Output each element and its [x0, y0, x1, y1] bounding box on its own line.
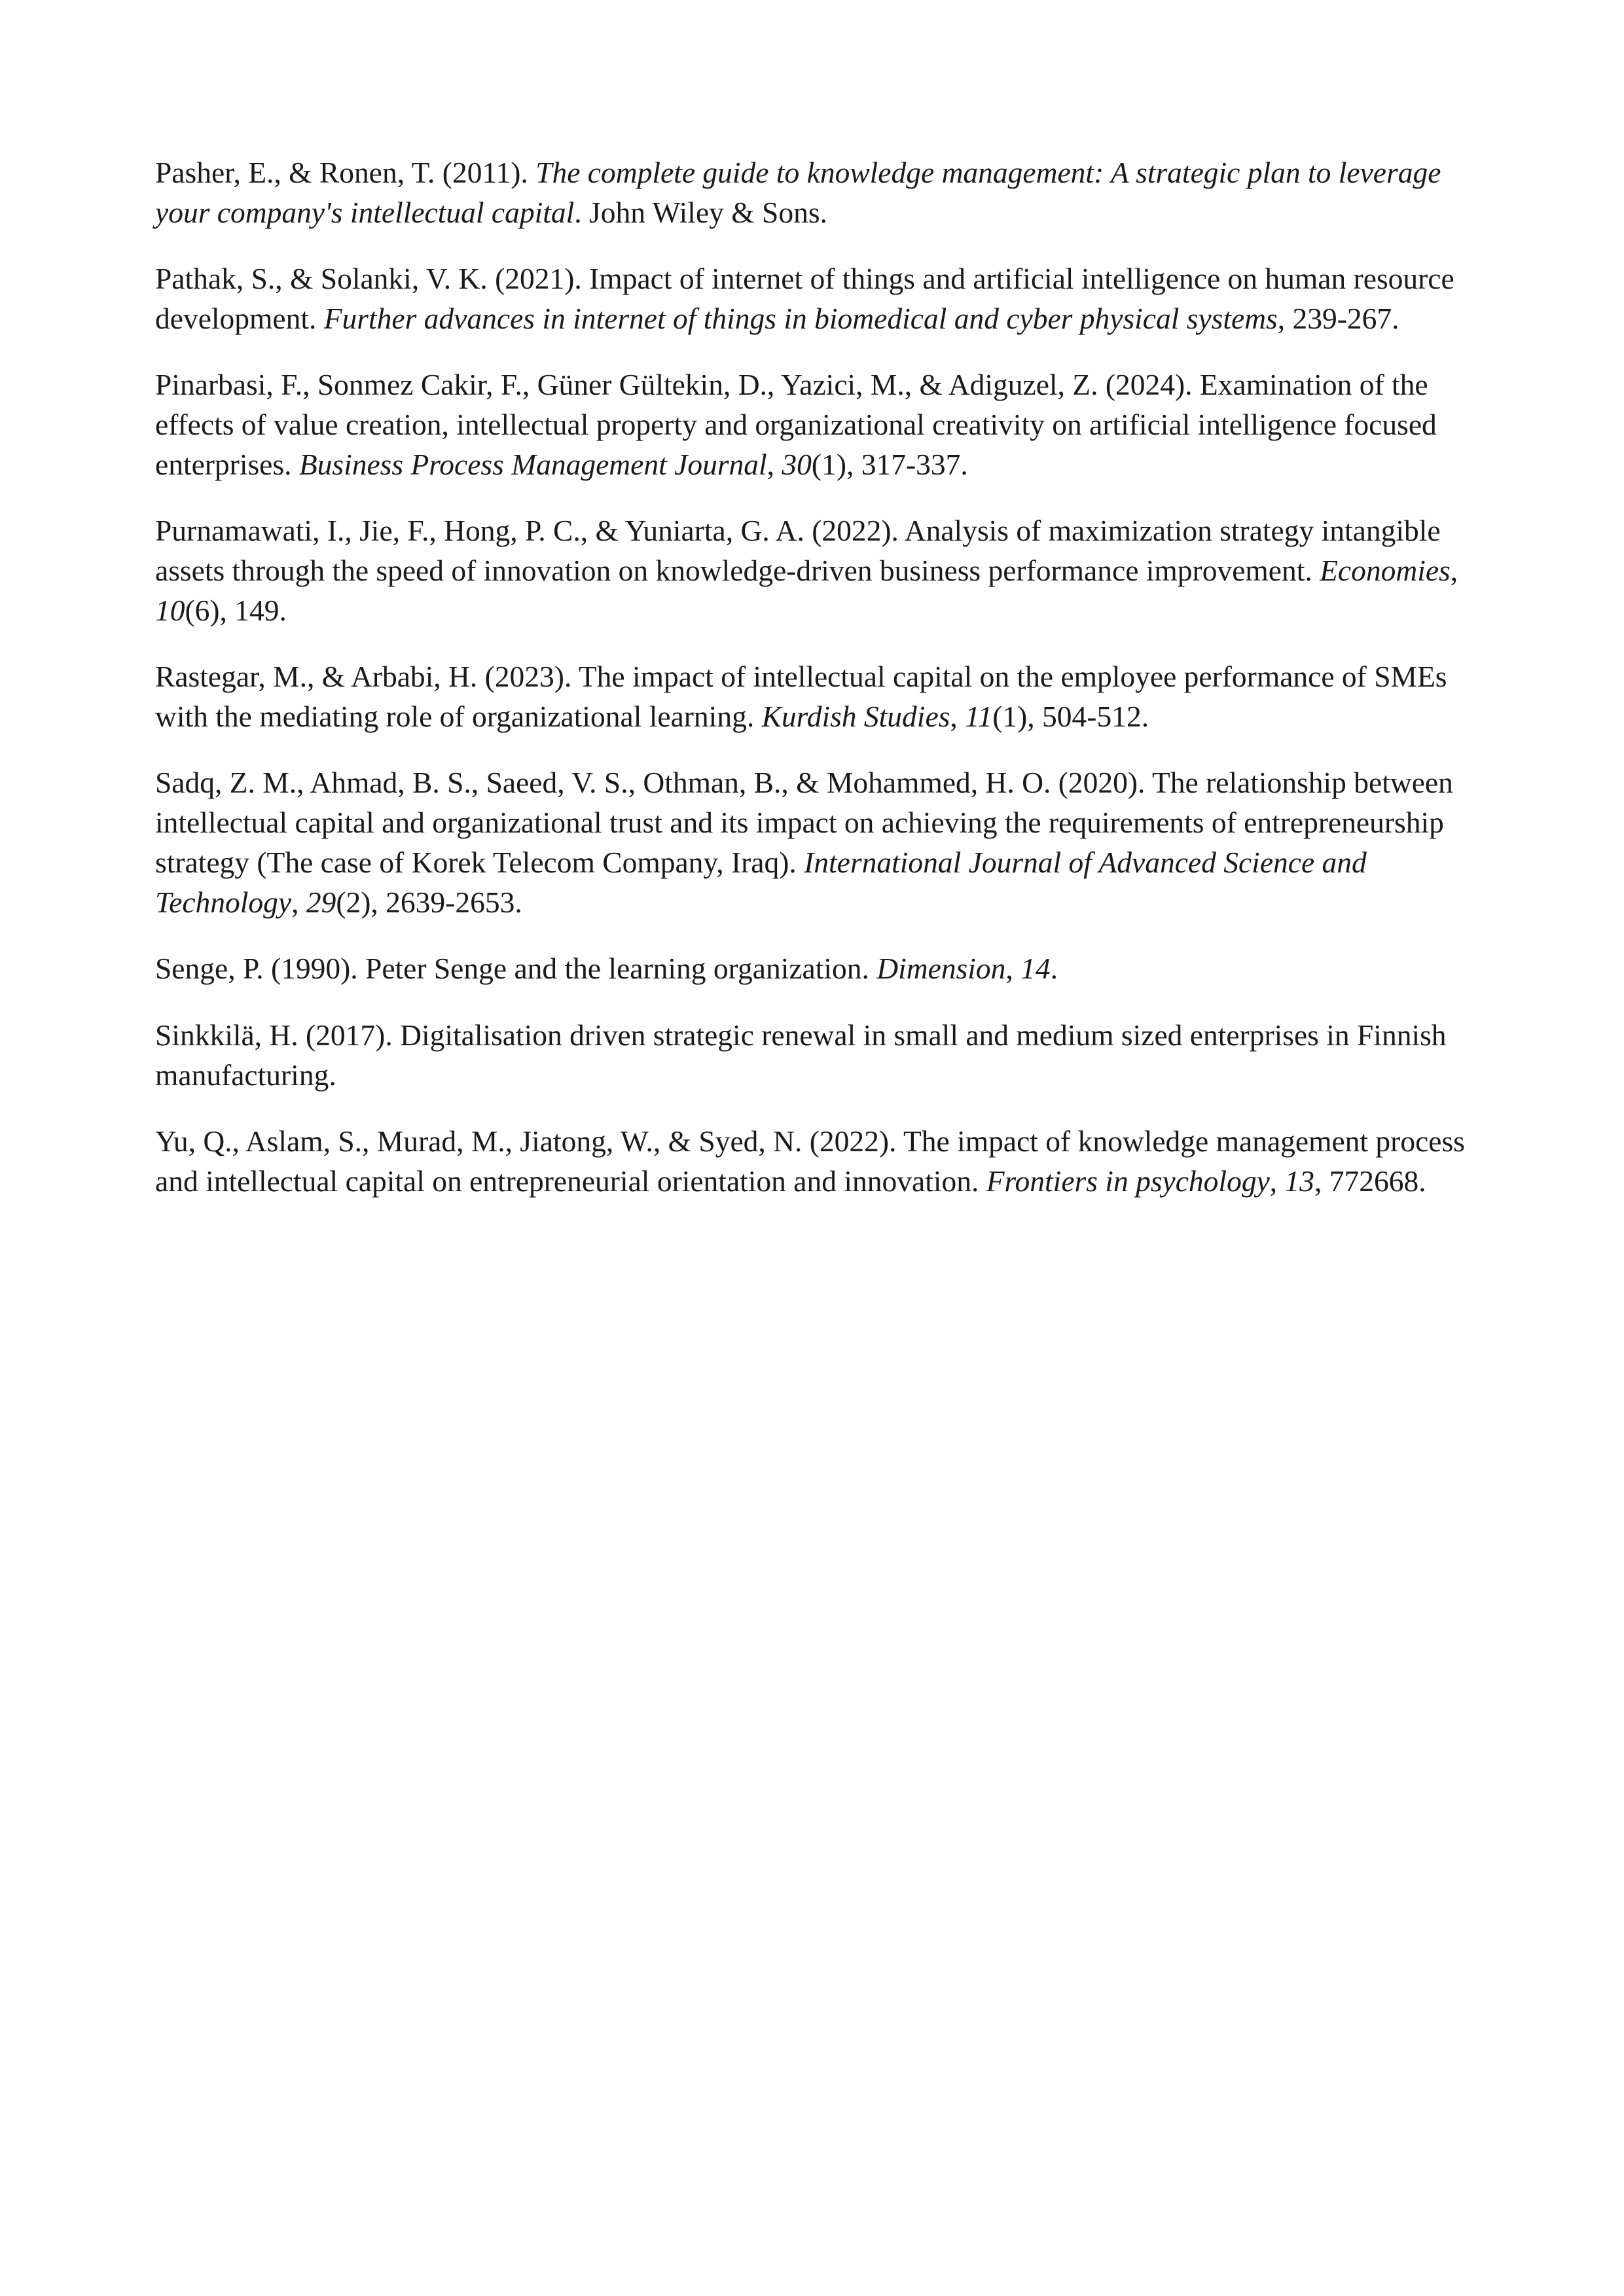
reference-entry [155, 656, 1490, 736]
reference-italic-text: The complete guide to knowledge management: A strategic plan to leverage your company's intellectual capital [155, 156, 1441, 229]
reference-italic-text: International Journal of Advanced Science and Technology [155, 846, 1367, 919]
reference-italic-text: 10 [155, 594, 185, 627]
reference-italic-text: Economies [1320, 554, 1451, 587]
reference-text: , [1450, 554, 1458, 587]
reference-text: , [1269, 1164, 1285, 1198]
reference-text: Sadq, Z. M., Ahmad, B. S., Saeed, V. S., Othman, B., & Mohammed, H. O. (2020). The relationship between intellectual capital and organizational trust and its impact on achieving the requirements of entrepreneurship strategy (The case of Korek Telecom Company, Iraq). [155, 766, 1453, 879]
reference-text: Senge, P. (1990). Peter Senge and the learning organization. [155, 952, 877, 985]
reference-entry [155, 948, 1490, 988]
reference-text: , [767, 448, 782, 481]
reference-text: Pathak, S., & Solanki, V. K. (2021). Impact of internet of things and artificial intelligence on human resource development. [155, 262, 1454, 335]
reference-italic-text: Dimension [876, 952, 1006, 985]
reference-text: , [291, 886, 306, 919]
reference-entry [155, 511, 1490, 630]
reference-text: (1), 317-337. [811, 448, 968, 481]
reference-entry [155, 1121, 1490, 1201]
reference-text: Purnamawati, I., Jie, F., Hong, P. C., & Yuniarta, G. A. (2022). Analysis of maximization strategy intangible assets through the speed of innovation on knowledge-driven business performance improvement. [155, 514, 1441, 587]
reference-italic-text: 30 [782, 448, 812, 481]
reference-text: , [950, 700, 965, 733]
reference-italic-text: Kurdish Studies [761, 700, 950, 733]
reference-list [155, 152, 1490, 1227]
reference-entry [155, 365, 1490, 484]
reference-italic-text: 29 [306, 886, 336, 919]
reference-italic-text: Frontiers in psychology [986, 1164, 1270, 1198]
reference-italic-text: 13 [1284, 1164, 1315, 1198]
reference-text: , 239-267. [1277, 302, 1399, 335]
reference-entry [155, 1015, 1490, 1095]
reference-text: . John Wiley & Sons. [574, 196, 827, 229]
reference-italic-text: Business Process Management Journal [298, 448, 767, 481]
reference-text: (2), 2639-2653. [336, 886, 522, 919]
reference-entry [155, 259, 1490, 338]
reference-italic-text: Further advances in internet of things in biomedical and cyber physical systems [323, 302, 1278, 335]
reference-entry [155, 762, 1490, 922]
reference-text: . [1050, 952, 1058, 985]
reference-text: Sinkkilä, H. (2017). Digitalisation driven strategic renewal in small and medium sized enterprises in Finnish manufacturing. [155, 1018, 1447, 1092]
reference-text: , 772668. [1314, 1164, 1426, 1198]
reference-text: Pasher, E., & Ronen, T. (2011). [155, 156, 536, 189]
reference-text: , [1005, 952, 1021, 985]
reference-italic-text: 11 [965, 700, 993, 733]
reference-italic-text: 14 [1020, 952, 1051, 985]
reference-text: Rastegar, M., & Arbabi, H. (2023). The impact of intellectual capital on the employee performance of SMEs with the mediating role of organizational learning. [155, 660, 1447, 733]
reference-text: (6), 149. [185, 594, 287, 627]
reference-text: (1), 504-512. [992, 700, 1149, 733]
reference-text: Yu, Q., Aslam, S., Murad, M., Jiatong, W., & Syed, N. (2022). The impact of knowledge management process and intellectual capital on entrepreneurial orientation and innovation. [155, 1124, 1465, 1198]
reference-entry [155, 152, 1490, 232]
reference-text: Pinarbasi, F., Sonmez Cakir, F., Güner Gültekin, D., Yazici, M., & Adiguzel, Z. (2024). Examination of the effects of value creation, intellectual property and organizational creativity on artificial intelligence focused enterprises. [155, 368, 1437, 481]
